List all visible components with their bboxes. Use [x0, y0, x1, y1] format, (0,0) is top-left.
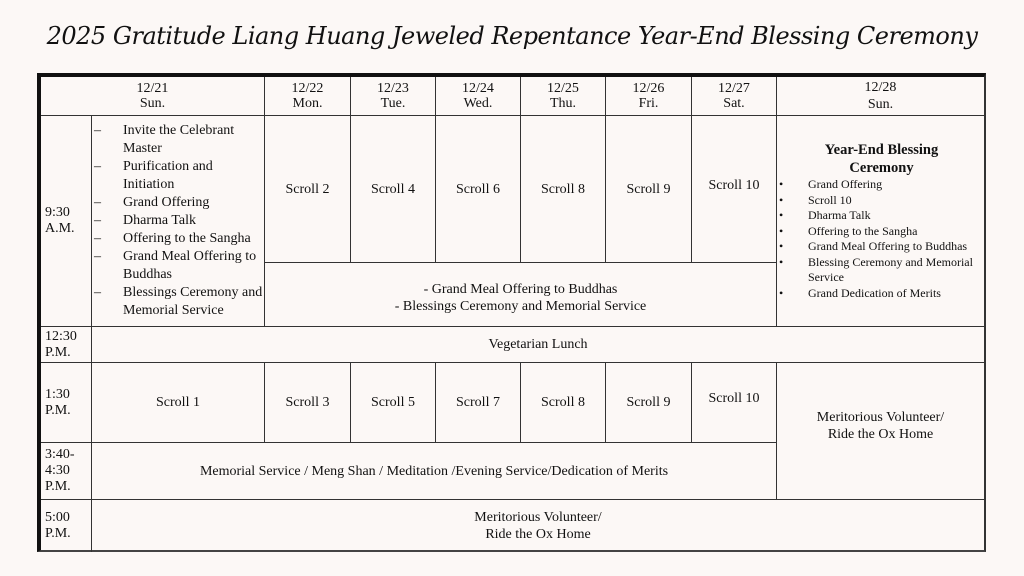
header-date: 12/23 [377, 81, 409, 96]
time-label: 3:40- [45, 447, 75, 462]
page-title: 2025 Gratitude Liang Huang Jeweled Repentance Year-End Blessing Ceremony [46, 22, 978, 50]
header-weekday: Sun. [867, 97, 894, 112]
header-weekday: Thu. [549, 96, 577, 111]
afternoon-scroll-1222: Scroll 3 [265, 363, 351, 443]
list-item [94, 248, 264, 284]
afternoon-scroll-1221: Scroll 1 [92, 363, 265, 443]
time-label: 5:00 [45, 510, 70, 525]
dash-marker-icon: – [94, 249, 101, 264]
bullet-icon: • [779, 254, 784, 269]
list-item-label: Scroll 10 [808, 192, 852, 207]
header-day-1226 [606, 77, 692, 116]
time-label: P.M. [45, 402, 71, 418]
list-item-label: Grand Meal Offering to Buddhas [808, 239, 968, 253]
bullet-icon: • [779, 208, 784, 222]
header-weekday: Fri. [638, 96, 659, 111]
list-item-label: Dharma Talk [123, 213, 197, 228]
list-item [779, 286, 984, 302]
evening-row: Memorial Service / Meng Shan / Meditation /Evening Service/Dedication of Merits [92, 443, 777, 500]
header-weekday: Sat. [723, 96, 745, 111]
list-item [779, 177, 984, 193]
time-label: P.M. [45, 526, 71, 541]
block-line: - Grand Meal Offering to Buddhas [423, 281, 618, 297]
header-date: 12/24 [462, 81, 494, 96]
header-weekday: Sun. [139, 96, 166, 111]
header-day-1224 [436, 77, 521, 116]
afternoon-scroll-1225: Scroll 8 [521, 363, 606, 443]
list-item-label: Purification and Initiation [123, 159, 213, 192]
block-line: Meritorious Volunteer/ [474, 510, 602, 525]
list-item [779, 255, 984, 286]
header-day-1227 [692, 77, 777, 116]
time-label: P.M. [45, 479, 71, 494]
time-slot-lunch [41, 327, 92, 363]
time-label: 4:30 [45, 463, 70, 478]
time-slot-evening [41, 443, 92, 500]
list-item-label: Grand Offering [808, 177, 883, 191]
morning-scroll-1223: Scroll 4 [351, 116, 436, 263]
afternoon-1228-block [777, 363, 984, 500]
list-item [779, 224, 984, 240]
dash-marker-icon: – [94, 159, 101, 174]
list-item [94, 122, 264, 158]
program-list [94, 122, 264, 320]
afternoon-scroll-1227: Scroll 10 [692, 363, 777, 443]
time-label: P.M. [45, 344, 71, 360]
header-date: 12/21 [136, 81, 169, 96]
afternoon-scroll-1224: Scroll 7 [436, 363, 521, 443]
dash-marker-icon: – [94, 285, 101, 300]
list-item-label: Blessings Ceremony and Memorial Service [123, 285, 263, 318]
header-date: 12/28 [864, 80, 897, 95]
morning-1228-ceremony [777, 116, 984, 327]
lunch-row: Vegetarian Lunch [92, 327, 984, 363]
bullet-icon: • [779, 285, 784, 300]
header-weekday: Mon. [292, 96, 323, 111]
time-slot-closing [41, 500, 92, 552]
time-label: A.M. [45, 221, 75, 236]
header-date: 12/27 [718, 81, 750, 96]
list-item-label: Invite the Celebrant Master [123, 123, 235, 156]
afternoon-scroll-1223: Scroll 5 [351, 363, 436, 443]
header-weekday: Wed. [463, 96, 493, 111]
list-item [94, 212, 264, 230]
header-day-1228 [777, 77, 984, 116]
bullet-icon: • [779, 177, 784, 191]
time-slot-afternoon [41, 363, 92, 443]
list-item-label: Grand Dedication of Merits [808, 285, 941, 300]
header-date: 12/22 [291, 81, 324, 96]
list-item-label: Grand Offering [123, 195, 210, 210]
block-line: Ride the Ox Home [827, 427, 934, 442]
morning-late-weekday-block [265, 263, 777, 327]
afternoon-scroll-1226: Scroll 9 [606, 363, 692, 443]
time-label: 1:30 [45, 386, 70, 402]
list-item [94, 194, 264, 212]
header-day-1225 [521, 77, 606, 116]
ceremony-list [779, 177, 984, 301]
dash-marker-icon: – [94, 213, 101, 228]
block-line: Meritorious Volunteer/ [816, 410, 945, 425]
list-item-label: Dharma Talk [808, 208, 871, 222]
header-weekday: Tue. [380, 96, 406, 111]
morning-scroll-1222: Scroll 2 [265, 116, 351, 263]
list-item [779, 193, 984, 209]
block-line: - Blessings Ceremony and Memorial Service [394, 298, 647, 314]
list-item-label: Grand Meal Offering to Buddhas [123, 249, 257, 282]
header-date: 12/25 [547, 81, 579, 96]
list-item [779, 239, 984, 255]
list-item-label: Offering to the Sangha [123, 231, 251, 246]
bullet-icon: • [779, 223, 784, 238]
morning-scroll-1226: Scroll 9 [606, 116, 692, 263]
header-day-1222 [265, 77, 351, 116]
morning-scroll-1225: Scroll 8 [521, 116, 606, 263]
header-day-1223 [351, 77, 436, 116]
list-item [94, 230, 264, 248]
dash-marker-icon: – [94, 123, 101, 138]
list-item [94, 158, 264, 194]
list-item [94, 284, 264, 320]
header-day-1221 [41, 77, 265, 116]
list-item-label: Blessing Ceremony and Memorial Service [808, 254, 973, 284]
ceremony-title: Year-End Blessing Ceremony [824, 142, 939, 176]
header-date: 12/26 [632, 81, 665, 96]
block-line: Ride the Ox Home [485, 527, 591, 542]
time-slot-morning [41, 116, 92, 327]
schedule-table [37, 73, 986, 552]
list-item [779, 208, 984, 224]
list-item-label: Offering to the Sangha [808, 223, 918, 238]
dash-marker-icon: – [94, 231, 101, 246]
morning-scroll-1224: Scroll 6 [436, 116, 521, 263]
dash-marker-icon: – [94, 195, 101, 210]
morning-scroll-1227: Scroll 10 [692, 116, 777, 263]
bullet-icon: • [779, 239, 784, 253]
time-label: 9:30 [45, 205, 70, 220]
time-label: 12:30 [45, 328, 77, 344]
closing-row [92, 500, 984, 552]
bullet-icon: • [779, 192, 784, 207]
morning-1221-program [92, 116, 265, 327]
